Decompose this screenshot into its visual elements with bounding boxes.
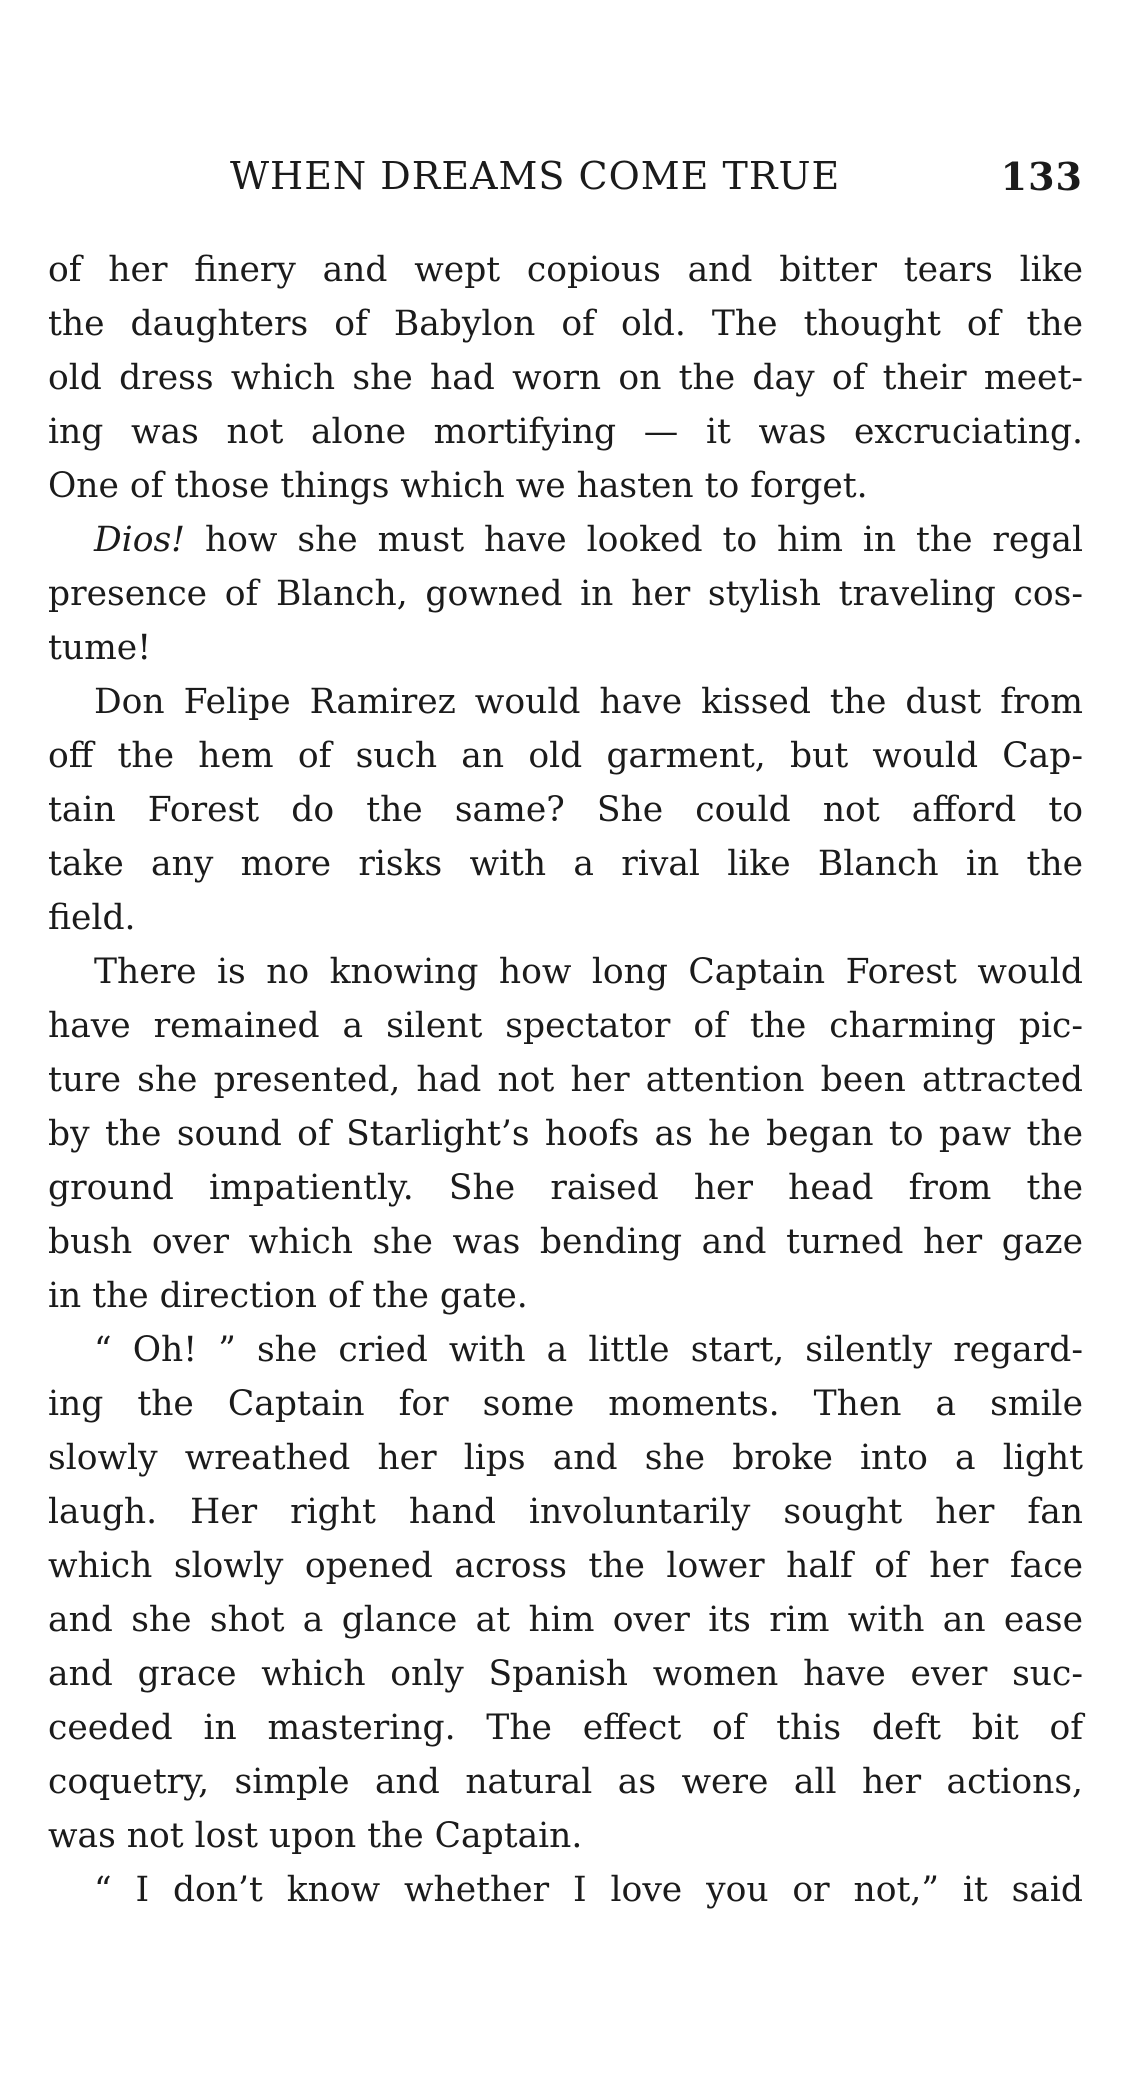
text-line: and grace which only Spanish women have ever suc- [48,1654,1083,1694]
text-line [48,513,1083,567]
paragraph-1 [48,243,1083,513]
text-line: “ I don’t know whether I love you or not,” it said [94,1870,1083,1910]
text-line: which slowly opened across the lower half of her face [48,1546,1083,1586]
text-line: ing the Captain for some moments. Then a smile [48,1384,1083,1424]
text-line: ground impatiently. She raised her head from the [48,1168,1083,1208]
text-line: by the sound of Starlight’s hoofs as he began to paw the [48,1114,1083,1154]
paragraph-3 [48,675,1083,945]
text-line: off the hem of such an old garment, but would Cap- [48,736,1083,776]
text-line: coquetry, simple and natural as were all her actions, [48,1762,1083,1802]
text-line: in the direction of the gate. [48,1276,528,1316]
text-line: ture she presented, had not her attention been attracted [48,1060,1083,1100]
text-line: take any more risks with a rival like Blanch in the [48,844,1083,884]
italic-word: Dios! [94,520,186,560]
text-line: Don Felipe Ramirez would have kissed the dust from [94,682,1083,722]
paragraph-2 [48,513,1083,675]
paragraph-6 [48,1863,1083,1917]
text-fragment: how she must have looked to him in the regal [185,520,1083,560]
text-line: and she shot a glance at him over its rim with an ease [48,1600,1083,1640]
running-title: WHEN DREAMS COME TRUE [230,154,841,198]
body-text [48,243,1083,1917]
text-line: ing was not alone mortifying — it was excruciating. [48,412,1083,452]
text-line: old dress which she had worn on the day of their meet- [48,358,1083,398]
text-line: tain Forest do the same? She could not afford to [48,790,1083,830]
text-line: One of those things which we hasten to forget. [48,466,868,506]
text-line: the daughters of Babylon of old. The thought of the [48,304,1083,344]
paragraph-4 [48,945,1083,1323]
text-line: slowly wreathed her lips and she broke into a light [48,1438,1083,1478]
text-line: bush over which she was bending and turned her gaze [48,1222,1083,1262]
text-line: field. [48,898,136,938]
text-line: laugh. Her right hand involuntarily sought her fan [48,1492,1083,1532]
text-line: have remained a silent spectator of the charming pic- [48,1006,1083,1046]
text-line: of her finery and wept copious and bitter tears like [48,250,1083,290]
text-line: was not lost upon the Captain. [48,1816,583,1856]
page-number: 133 [1000,154,1083,199]
text-line: ceeded in mastering. The effect of this deft bit of [48,1708,1083,1748]
text-line: presence of Blanch, gowned in her stylish traveling cos- [48,574,1083,614]
paragraph-5 [48,1323,1083,1863]
text-line: “ Oh! ” she cried with a little start, silently regard- [94,1330,1083,1370]
text-line: tume! [48,628,152,668]
text-line: There is no knowing how long Captain Forest would [94,952,1083,992]
running-head [48,154,1083,210]
